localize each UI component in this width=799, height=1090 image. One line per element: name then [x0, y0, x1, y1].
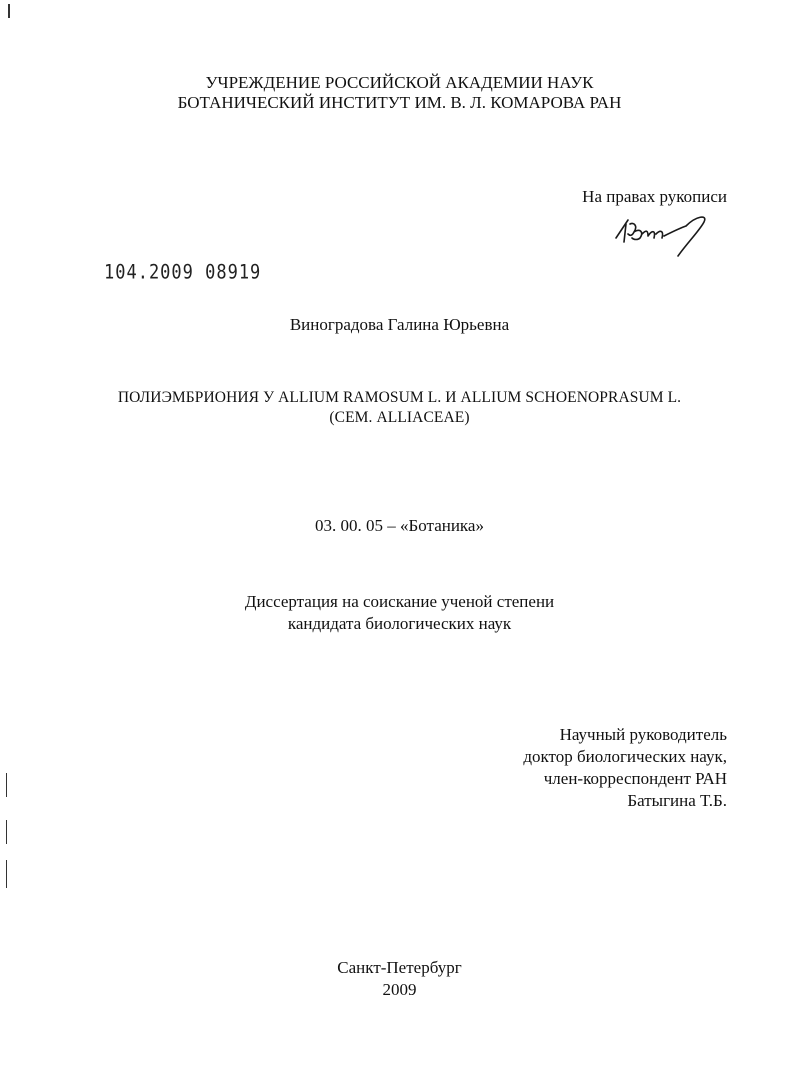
dissertation-title-line-2: (СЕМ. ALLIACEAE) — [329, 409, 470, 426]
scan-mark-left-3 — [6, 860, 7, 888]
scan-mark-left-2 — [6, 820, 7, 844]
author-name: Виноградова Галина Юрьевна — [289, 315, 510, 334]
manuscript-note: На правах рукописи — [582, 187, 727, 206]
institution-line-1: УЧРЕЖДЕНИЕ РОССИЙСКОЙ АКАДЕМИИ НАУК — [205, 73, 594, 92]
supervisor-name: Батыгина Т.Б. — [627, 791, 727, 810]
dissertation-title-line-1: ПОЛИЭМБРИОНИЯ У ALLIUM RAMOSUM L. И ALLIUM SCHOENOPRASUM L. — [117, 389, 682, 406]
archive-stamp: 104.2009 08919 — [104, 261, 262, 284]
supervisor-degree: доктор биологических наук, — [523, 747, 727, 766]
degree-line-1: Диссертация на соискание ученой степени — [244, 592, 555, 611]
degree-line-2: кандидата биологических наук — [287, 614, 512, 633]
institution-line-2: БОТАНИЧЕСКИЙ ИНСТИТУТ ИМ. В. Л. КОМАРОВА РАН — [177, 93, 622, 112]
supervisor-role: Научный руководитель — [559, 725, 727, 744]
supervisor-title: член-корреспондент РАН — [543, 769, 727, 788]
city: Санкт-Петербург — [337, 958, 462, 977]
scan-mark-top-left — [8, 4, 10, 18]
specialty-code: 03. 00. 05 – «Ботаника» — [315, 516, 484, 535]
scan-mark-left-1 — [6, 773, 7, 797]
year: 2009 — [382, 980, 417, 999]
handwritten-signature — [612, 212, 712, 258]
